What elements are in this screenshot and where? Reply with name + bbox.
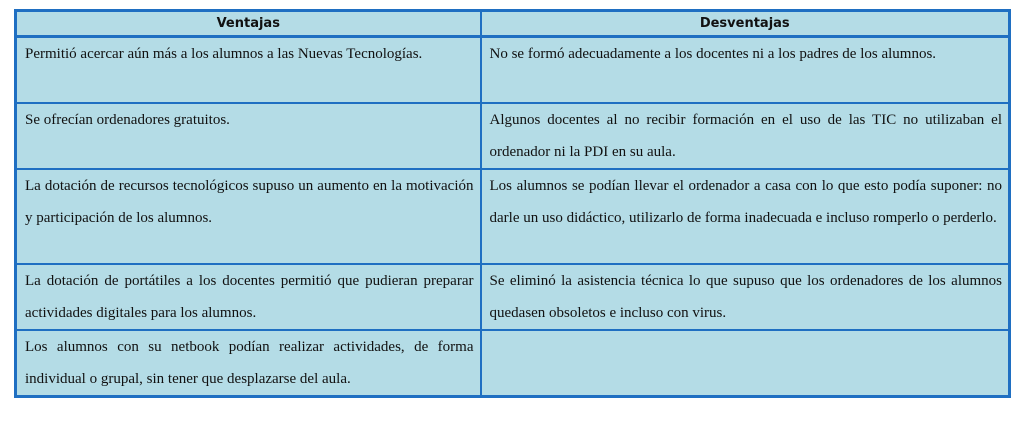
comparison-table <box>14 9 1011 398</box>
advantage-cell: La dotación de recursos tecnológicos supuso un aumento en la motivación y participación de los alumnos. <box>16 169 481 264</box>
empty-disadvantage-cell <box>481 330 1010 397</box>
table-row <box>16 169 1010 264</box>
disadvantage-cell: Algunos docentes al no recibir formación en el uso de las TIC no utilizaban el ordenador ni la PDI en su aula. <box>481 103 1010 169</box>
advantages-header: Ventajas <box>16 11 481 37</box>
table-row <box>16 103 1010 169</box>
table-row <box>16 330 1010 397</box>
advantage-cell: Se ofrecían ordenadores gratuitos. <box>16 103 481 169</box>
disadvantage-cell: No se formó adecuadamente a los docentes ni a los padres de los alumnos. <box>481 37 1010 104</box>
table-row <box>16 264 1010 330</box>
header-row <box>16 11 1010 37</box>
advantage-cell: Permitió acercar aún más a los alumnos a las Nuevas Tecnologías. <box>16 37 481 104</box>
disadvantage-cell: Los alumnos se podían llevar el ordenador a casa con lo que esto podía suponer: no darle un uso didáctico, utilizarlo de forma inadecuada e incluso romperlo o perderlo. <box>481 169 1010 264</box>
disadvantages-header: Desventajas <box>481 11 1010 37</box>
disadvantage-cell: Se eliminó la asistencia técnica lo que supuso que los ordenadores de los alumnos quedasen obsoletos e incluso con virus. <box>481 264 1010 330</box>
advantage-cell: Los alumnos con su netbook podían realizar actividades, de forma individual o grupal, sin tener que desplazarse del aula. <box>16 330 481 397</box>
advantage-cell: La dotación de portátiles a los docentes permitió que pudieran preparar actividades digitales para los alumnos. <box>16 264 481 330</box>
table-row <box>16 37 1010 104</box>
